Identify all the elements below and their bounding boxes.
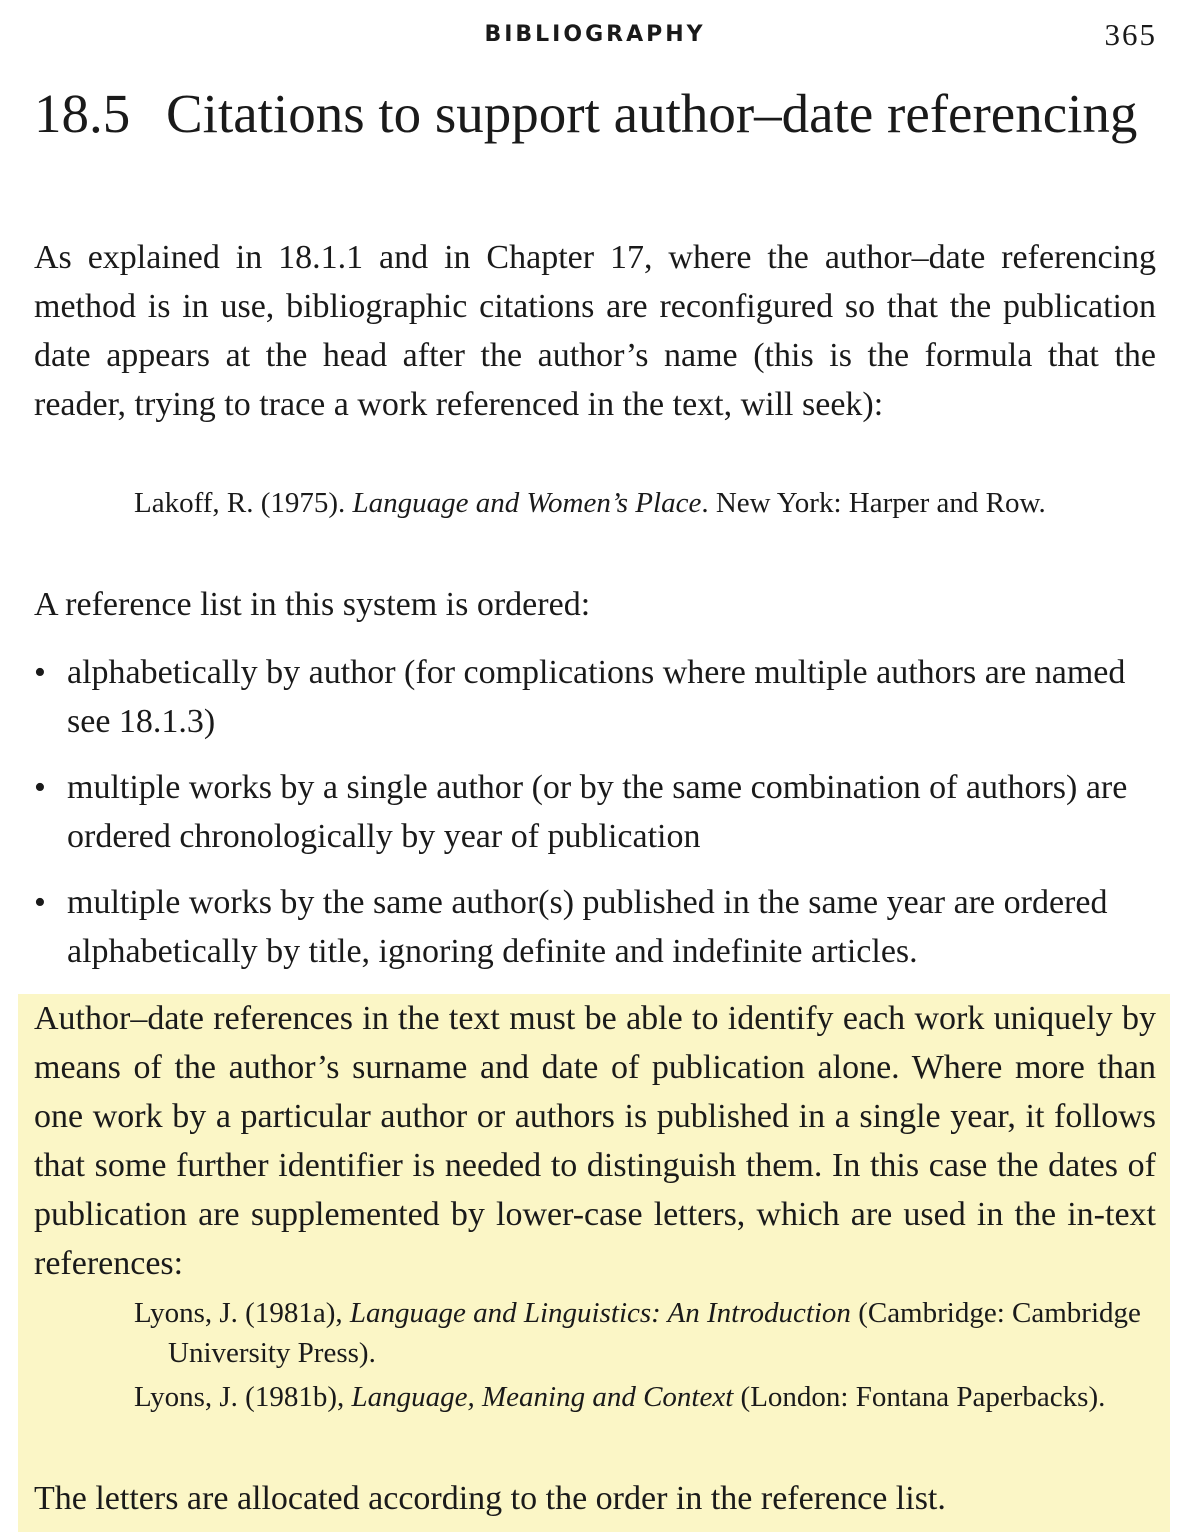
bullet-icon: • [34,654,46,691]
example-reference [134,483,1168,523]
reference-author-date: Lyons, J. (1981b), [134,1381,345,1413]
reference-publisher: (Cambridge: Cambridge University Press). [168,1297,1141,1369]
reference-title: Language and Linguistics: An Introduction [349,1297,851,1329]
reference-title: Language and Women’s Place [352,487,702,519]
closing-sentence: The letters are allocated according to the order in the reference list. [34,1480,946,1517]
reference-lyons-1981b [134,1377,1168,1417]
order-intro: A reference list in this system is ordered: [34,586,591,623]
reference-lyons-1981a [134,1293,1168,1373]
list-item [34,648,1156,746]
section-title: Citations to support author–date referencing [166,83,1138,144]
list-item [34,878,1156,976]
bullet-icon: • [34,884,46,921]
reference-publisher: (London: Fontana Paperbacks). [740,1381,1106,1413]
running-title: BIBLIOGRAPHY [484,22,706,47]
list-item-text: multiple works by the same author(s) published in the same year are ordered alphabetically by title, ignoring definite and indefinite articles. [67,884,1108,970]
running-head [0,17,1183,54]
reference-author-date: Lyons, J. (1981a), [134,1297,343,1329]
section-number: 18.5 [34,83,131,144]
reference-author-date: Lakoff, R. (1975). [134,487,346,519]
page-number: 365 [1104,17,1157,52]
list-item-text: alphabetically by author (for complications where multiple authors are named see 18.1.3) [67,654,1126,740]
reference-title: Language, Meaning and Context [351,1381,734,1413]
bullet-icon: • [34,769,46,806]
list-item-text: multiple works by a single author (or by the same combination of authors) are ordered chronologically by year of publication [67,769,1128,855]
highlighted-paragraph: Author–date references in the text must be able to identify each work uniquely by means of the author’s surname and date of publication alone. Where more than one work by a particular author or authors is published in a single year, it follows that some further identifier is needed to distinguish them. In this case the dates of publication are supplemented by lower-case letters, which are used in the in-text references: [34,1000,1156,1282]
intro-paragraph: As explained in 18.1.1 and in Chapter 17, where the author–date referencing method is in use, bibliographic citations are reconfigured so that the publication date appears at the head after the author’s name (this is the formula that the reader, trying to trace a work referenced in the text, will seek): [34,239,1156,423]
reference-publisher: . New York: Harper and Row. [701,487,1046,519]
list-item [34,763,1156,861]
